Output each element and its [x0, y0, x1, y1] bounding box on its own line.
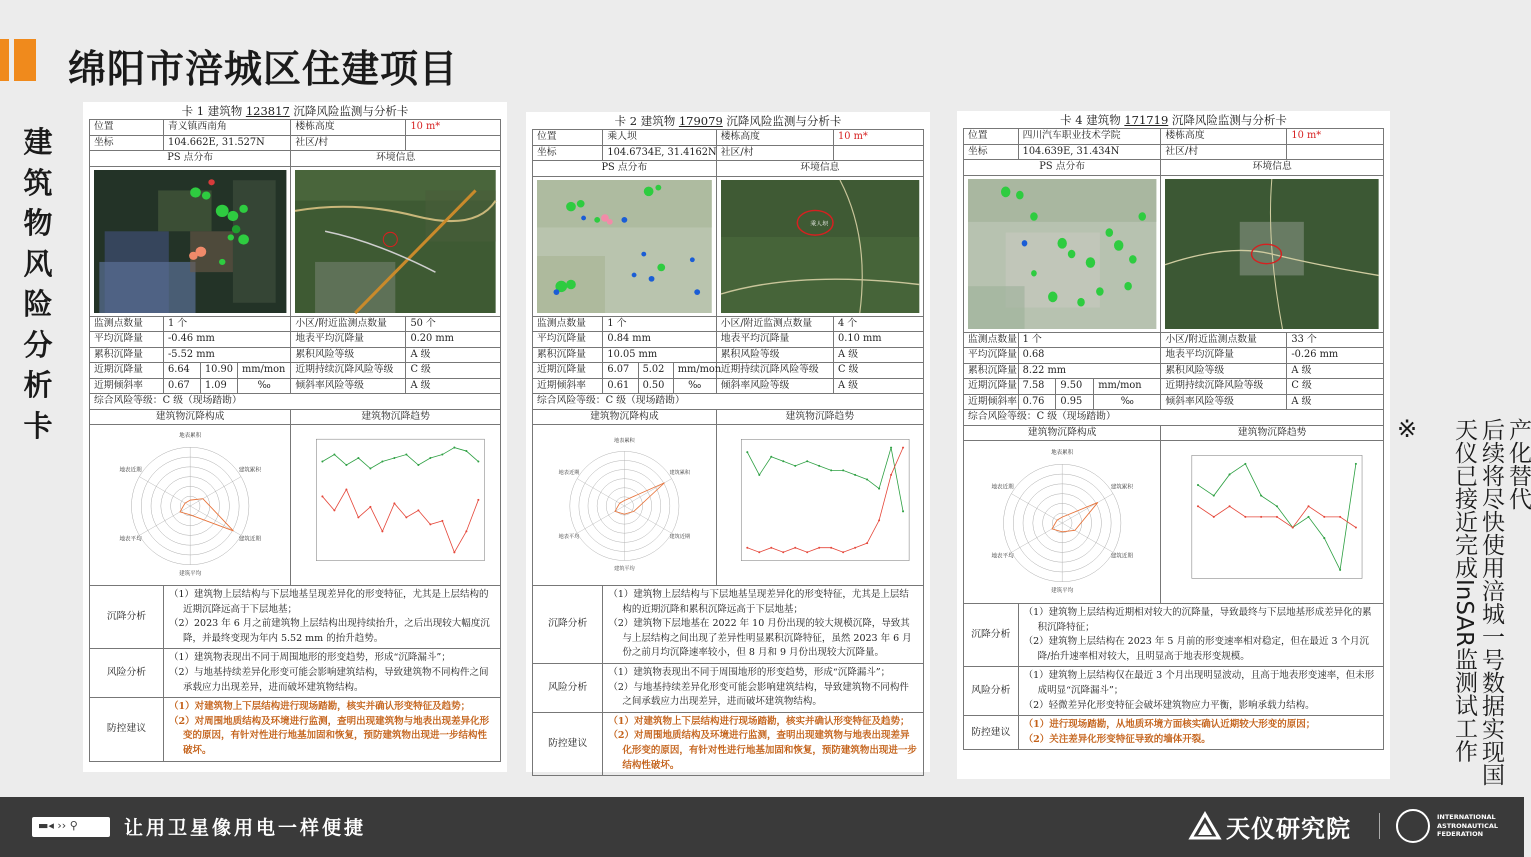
- trend-point: [370, 467, 372, 469]
- coord-label: 坐标: [964, 144, 1019, 160]
- recent-label: 近期沉降量: [90, 363, 164, 379]
- location-value: 青义镇西南角: [163, 120, 290, 136]
- cum-value: 10.05 mm: [603, 347, 716, 363]
- trend-point: [818, 465, 820, 467]
- side-title: 建筑物风险分析卡: [23, 125, 53, 443]
- points-label: 监测点数量: [533, 316, 603, 332]
- building-id: 123817: [245, 104, 290, 118]
- community-value: [406, 135, 501, 151]
- radar-axis-label: 建筑累积: [238, 467, 261, 474]
- trend-point: [1308, 516, 1310, 518]
- trend-point: [1213, 495, 1215, 497]
- avg-label: 平均沉降量: [964, 348, 1019, 364]
- trend-cell: [716, 425, 923, 586]
- near-points-label: 小区/附近监测点数量: [1161, 332, 1287, 348]
- ps-image-cell: [964, 175, 1161, 332]
- card-title: 卡 4 建筑物 171719 沉降风险监测与分析卡: [1060, 113, 1287, 127]
- trend-point: [382, 461, 384, 463]
- radar-spoke: [139, 506, 190, 535]
- cum-risk-label: 累积风险等级: [716, 347, 833, 363]
- near-points-value: 4 个: [834, 316, 924, 332]
- persist-risk-label: 近期持续沉降风险等级: [1161, 379, 1287, 395]
- tilt-unit: ‰: [237, 378, 290, 394]
- surf-avg-label: 地表平均沉降量: [1161, 348, 1287, 364]
- coord-value: 104.639E, 31.434N: [1018, 144, 1161, 160]
- trend-point: [346, 464, 348, 466]
- trend-point: [1276, 516, 1278, 518]
- persist-risk-value: C 级: [834, 363, 924, 379]
- cum-label: 累积沉降量: [533, 347, 603, 363]
- trend-point: [842, 551, 844, 553]
- env-header: 环境信息: [291, 151, 501, 167]
- settle-analysis-label: 沉降分析: [533, 586, 603, 664]
- trend-frame: [741, 439, 909, 560]
- trend-point: [1339, 569, 1341, 571]
- avg-label: 平均沉降量: [533, 332, 603, 348]
- avg-label: 平均沉降量: [90, 332, 164, 348]
- cum-label: 累积沉降量: [964, 363, 1019, 379]
- advice-label: 防控建议: [90, 698, 164, 761]
- trend-point: [794, 547, 796, 549]
- note-mark: ※: [1397, 415, 1418, 443]
- radar-axis-label: 地表平均: [558, 533, 580, 540]
- cum-risk-label: 累积风险等级: [291, 347, 406, 363]
- cum-risk-label: 累积风险等级: [1161, 363, 1287, 379]
- radar-spoke: [139, 477, 190, 506]
- trend-point: [1276, 505, 1278, 507]
- recent-value-b: 9.50: [1056, 379, 1094, 395]
- environment-satellite-image: [295, 170, 496, 313]
- note-line-1: 产化替代: [1505, 418, 1531, 510]
- radar-axis-label: 建筑平均: [614, 565, 635, 572]
- brand-logo-icon: [1190, 813, 1220, 839]
- risk-card-4: [957, 111, 1390, 779]
- location-label: 位置: [90, 120, 164, 136]
- ps-header: PS 点分布: [964, 160, 1161, 176]
- avg-value: 0.68: [1018, 348, 1161, 364]
- composition-header: 建筑物沉降构成: [964, 425, 1161, 441]
- radar-axis-label: 地表累积: [614, 437, 635, 444]
- tilt-value-a: 0.61: [603, 378, 638, 394]
- composition-header: 建筑物沉降构成: [533, 409, 717, 425]
- trend-point: [358, 516, 360, 518]
- coord-label: 坐标: [533, 145, 603, 161]
- radar-series: [615, 483, 665, 514]
- footer-bar: [0, 797, 1524, 857]
- recent-unit: mm/mon: [1094, 379, 1161, 395]
- radar-axis-label: 建筑平均: [1051, 587, 1074, 594]
- advice-text: （1）对建筑物上下层结构进行现场踏勘，核实并确认形变特征及趋势； （2）对周围地质结构及环境进行监测，查明出现建筑物与地表出现差异化形变的原因，有针对性进行地基加固和恢复，预防建筑物出现进一步结构性破坏。: [163, 698, 500, 761]
- tilt-value-a: 0.76: [1018, 394, 1056, 410]
- trend-header: 建筑物沉降趋势: [291, 409, 501, 425]
- trend-point: [818, 547, 820, 549]
- advice-label: 防控建议: [964, 716, 1019, 750]
- radar-axis-label: 建筑累积: [1110, 484, 1133, 491]
- height-label: 楼栋高度: [291, 120, 406, 136]
- height-label: 楼栋高度: [1161, 129, 1287, 145]
- radar-spoke: [577, 479, 624, 506]
- radar-cell: [533, 425, 717, 586]
- iaf-logo-icon: [1396, 809, 1430, 843]
- location-label: 位置: [533, 130, 603, 146]
- brand-separator: [1379, 813, 1380, 839]
- tilt-risk-value: A 级: [834, 378, 924, 394]
- radar-spoke: [1011, 523, 1062, 552]
- trend-point: [902, 510, 904, 512]
- trend-point: [902, 447, 904, 449]
- card-table: [963, 128, 1384, 750]
- trend-point: [770, 456, 772, 458]
- building-id: 171719: [1124, 113, 1169, 127]
- trend-point: [382, 530, 384, 532]
- trend-point: [758, 474, 760, 476]
- trend-series-line: [323, 489, 479, 552]
- footer-logo-text: ▬◂ ›› ⚲: [38, 819, 78, 832]
- settle-analysis-label: 沉降分析: [964, 604, 1019, 667]
- radar-spoke: [577, 506, 624, 533]
- overall-risk: 综合风险等级：C 级（现场踏勘）: [90, 394, 501, 410]
- trend-point: [746, 547, 748, 549]
- radar-chart: [535, 425, 714, 585]
- risk-analysis-label: 风险分析: [964, 667, 1019, 716]
- settle-analysis-text: （1）建筑物上层结构与下层地基呈现差异化的形变特征，尤其是上层结构的近期沉降和累积沉降远高于下层地基； （2）建筑物下层地基在 2022 年 10 月份出现的较大规模沉降，导致其与上层结构之间出现了差异性明显累积沉降特征，虽然 2023 年 6 月份之前月均沉降速率较小，但 8 月和 9 月份出现较大沉降量。: [603, 586, 924, 664]
- radar-axis-label: 建筑近期: [1110, 553, 1133, 560]
- surf-avg-label: 地表平均沉降量: [291, 332, 406, 348]
- trend-point: [770, 547, 772, 549]
- recent-label: 近期沉降量: [964, 379, 1019, 395]
- trend-point: [806, 551, 808, 553]
- environment-satellite-image: [721, 180, 919, 313]
- trend-point: [830, 547, 832, 549]
- surf-avg-label: 地表平均沉降量: [716, 332, 833, 348]
- ps-header: PS 点分布: [533, 161, 717, 177]
- radar-axis-label: 地表近期: [119, 467, 142, 474]
- recent-value-b: 10.90: [200, 363, 237, 379]
- risk-analysis-label: 风险分析: [533, 663, 603, 712]
- location-value: 四川汽车职业技术学院: [1018, 129, 1161, 145]
- tilt-unit: ‰: [673, 378, 716, 394]
- location-value: 乘人坝: [603, 130, 716, 146]
- tilt-value-a: 0.67: [163, 378, 200, 394]
- near-points-value: 50 个: [406, 316, 501, 332]
- trend-point: [1355, 463, 1357, 465]
- trend-point: [454, 551, 456, 553]
- trend-point: [418, 464, 420, 466]
- location-label: 位置: [964, 129, 1019, 145]
- points-value: 1 个: [1018, 332, 1161, 348]
- trend-point: [854, 474, 856, 476]
- building-id: 179079: [678, 114, 723, 128]
- persist-risk-label: 近期持续沉降风险等级: [291, 363, 406, 379]
- trend-chart: [1163, 441, 1381, 603]
- trend-point: [334, 509, 336, 511]
- radar-axis-label: 建筑累积: [669, 469, 691, 476]
- trend-point: [370, 506, 372, 508]
- near-points-value: 33 个: [1287, 332, 1384, 348]
- recent-label: 近期沉降量: [533, 363, 603, 379]
- tilt-risk-label: 倾斜率风险等级: [716, 378, 833, 394]
- trend-point: [746, 451, 748, 453]
- card-title: 卡 2 建筑物 179079 沉降风险监测与分析卡: [614, 114, 842, 128]
- trend-point: [1197, 484, 1199, 486]
- env-image-cell: [1161, 175, 1384, 332]
- recent-value-a: 6.64: [163, 363, 200, 379]
- card-title: 卡 1 建筑物 123817 沉降风险监测与分析卡: [181, 104, 409, 118]
- tilt-value-b: 1.09: [200, 378, 237, 394]
- community-value: [834, 145, 924, 161]
- radar-chart: [92, 425, 288, 585]
- height-label: 楼栋高度: [716, 130, 833, 146]
- points-value: 1 个: [603, 316, 716, 332]
- trend-cell: [291, 425, 501, 586]
- trend-point: [466, 450, 468, 452]
- trend-point: [1355, 526, 1357, 528]
- community-value: [1287, 144, 1384, 160]
- near-points-label: 小区/附近监测点数量: [291, 316, 406, 332]
- env-image-cell: [291, 166, 501, 316]
- trend-point: [418, 509, 420, 511]
- title-accent-bar: [0, 39, 9, 81]
- recent-unit: mm/mon: [237, 363, 290, 379]
- tilt-risk-label: 倾斜率风险等级: [1161, 394, 1287, 410]
- trend-point: [890, 447, 892, 449]
- trend-point: [1229, 473, 1231, 475]
- radar-spoke: [624, 506, 671, 533]
- coord-value: 104.6734E, 31.4162N: [603, 145, 716, 161]
- trend-point: [394, 502, 396, 504]
- recent-unit: mm/mon: [673, 363, 716, 379]
- trend-point: [1324, 516, 1326, 518]
- radar-spoke: [190, 477, 241, 506]
- brand-name: 天仪研究院: [1226, 814, 1351, 843]
- card-table: [89, 119, 501, 762]
- brand: [1190, 810, 1351, 842]
- cum-label: 累积沉降量: [90, 347, 164, 363]
- ps-distribution-image: [94, 170, 286, 313]
- trend-point: [1324, 537, 1326, 539]
- iaf-text: INTERNATIONAL ASTRONAUTICAL FEDERATION: [1437, 813, 1499, 838]
- points-label: 监测点数量: [90, 316, 164, 332]
- cum-value: -5.52 mm: [163, 347, 290, 363]
- trend-point: [358, 457, 360, 459]
- cum-risk-value: A 级: [834, 347, 924, 363]
- points-value: 1 个: [163, 316, 290, 332]
- trend-point: [1245, 463, 1247, 465]
- radar-cell: [964, 441, 1161, 604]
- trend-point: [866, 478, 868, 480]
- trend-point: [1260, 516, 1262, 518]
- trend-point: [842, 469, 844, 471]
- trend-point: [854, 547, 856, 549]
- trend-point: [1260, 495, 1262, 497]
- risk-analysis-text: （1）建筑物表现出不同于周围地形的形变趋势，形成“沉降漏斗”； （2）与地基持续差异化形变可能会影响建筑结构，导致建筑物不同构件之间承载应力出现差异，进而破坏建筑物结构。: [163, 649, 500, 698]
- height-value: 10 m*: [406, 120, 501, 136]
- trend-point: [806, 460, 808, 462]
- trend-point: [1213, 516, 1215, 518]
- trend-point: [878, 519, 880, 521]
- surf-avg-value: 0.20 mm: [406, 332, 501, 348]
- radar-axis-label: 地表近期: [991, 484, 1014, 491]
- radar-axis-label: 建筑平均: [179, 570, 202, 577]
- trend-point: [334, 454, 336, 456]
- risk-analysis-text: （1）建筑物表现出不同于周围地形的形变趋势，形成“沉降漏斗”； （2）与地基持续差异化形变可能会影响建筑结构，导致建筑物不同构件之间承载应力出现差异，进而破坏建筑物结构。: [603, 663, 924, 712]
- trend-point: [782, 460, 784, 462]
- avg-value: -0.46 mm: [163, 332, 290, 348]
- radar-spoke: [1062, 523, 1113, 552]
- community-label: 社区/村: [291, 135, 406, 151]
- advice-text: （1）对建筑物上下层结构进行现场踏勘，核实并确认形变特征及趋势； （2）对周围地质结构及环境进行监测，查明出现建筑物与地表出现差异化形变的原因，有针对性进行地基加固和恢复，预防建筑物出现进一步结构性破坏。: [603, 712, 924, 775]
- trend-series-line: [747, 448, 903, 553]
- trend-point: [466, 530, 468, 532]
- env-header: 环境信息: [716, 161, 923, 177]
- persist-risk-value: C 级: [1287, 379, 1384, 395]
- radar-axis-label: 建筑近期: [669, 533, 691, 540]
- trend-point: [830, 469, 832, 471]
- radar-axis-label: 地表平均: [991, 553, 1014, 560]
- radar-axis-label: 地表近期: [558, 469, 580, 476]
- coord-label: 坐标: [90, 135, 164, 151]
- surf-avg-value: -0.26 mm: [1287, 348, 1384, 364]
- trend-point: [442, 520, 444, 522]
- trend-chart: [719, 425, 921, 585]
- radar-axis-label: 地表累积: [179, 433, 202, 440]
- env-place-label: 乘人坝: [809, 221, 828, 228]
- cum-risk-value: A 级: [1287, 363, 1384, 379]
- coord-value: 104.662E, 31.527N: [163, 135, 290, 151]
- ps-image-cell: [90, 166, 291, 316]
- trend-point: [406, 516, 408, 518]
- settle-analysis-text: （1）建筑物上层结构与下层地基呈现差异化的形变特征，尤其是上层结构的近期沉降远高于下层地基； （2）2023 年 6 月之前建筑物上层结构出现持续抬升，之后出现较大幅度沉降，并最终变现为年内 5.52 mm 的抬升趋势。: [163, 586, 500, 649]
- trend-point: [406, 454, 408, 456]
- trend-point: [878, 488, 880, 490]
- trend-point: [430, 457, 432, 459]
- tilt-label: 近期倾斜率: [90, 378, 164, 394]
- recent-value-a: 7.58: [1018, 379, 1056, 395]
- tilt-label: 近期倾斜率: [533, 378, 603, 394]
- trend-header: 建筑物沉降趋势: [716, 409, 923, 425]
- trend-point: [478, 461, 480, 463]
- trend-chart: [293, 425, 498, 585]
- height-value: 10 m*: [1287, 129, 1384, 145]
- community-label: 社区/村: [1161, 144, 1287, 160]
- cum-value: 8.22 mm: [1018, 363, 1161, 379]
- env-image-cell: [716, 176, 923, 316]
- tilt-value-b: 0.95: [1056, 394, 1094, 410]
- tilt-risk-value: A 级: [406, 378, 501, 394]
- trend-frame: [317, 439, 485, 561]
- tilt-unit: ‰: [1094, 394, 1161, 410]
- trend-point: [430, 523, 432, 525]
- trend-header: 建筑物沉降趋势: [1161, 425, 1384, 441]
- recent-value-a: 6.07: [603, 363, 638, 379]
- trend-point: [1245, 516, 1247, 518]
- card-table: [532, 129, 924, 776]
- trend-point: [394, 457, 396, 459]
- persist-risk-label: 近期持续沉降风险等级: [716, 363, 833, 379]
- radar-axis-label: 地表平均: [119, 536, 142, 543]
- satellite-logo-icon: [32, 817, 110, 837]
- radar-chart: [966, 441, 1158, 603]
- overall-risk: 综合风险等级：C 级（现场踏勘）: [533, 394, 924, 410]
- slide-title: 绵阳市涪城区住建项目: [68, 47, 459, 91]
- trend-point: [322, 495, 324, 497]
- community-label: 社区/村: [716, 145, 833, 161]
- settle-analysis-label: 沉降分析: [90, 586, 164, 649]
- tilt-risk-label: 倾斜率风险等级: [291, 378, 406, 394]
- ps-header: PS 点分布: [90, 151, 291, 167]
- trend-point: [1229, 505, 1231, 507]
- trend-point: [454, 447, 456, 449]
- env-header: 环境信息: [1161, 160, 1384, 176]
- trend-point: [442, 454, 444, 456]
- advice-text: （1）进行现场踏勘，从地质环境方面核实确认近期较大形变的原因； （2）关注差异化形变特征导致的墙体开裂。: [1018, 716, 1383, 750]
- trend-point: [890, 474, 892, 476]
- radar-spoke: [1062, 494, 1113, 523]
- note-line-3: 天仪已接近完成InSAR监测试工作: [1451, 418, 1477, 763]
- trend-point: [866, 542, 868, 544]
- points-label: 监测点数量: [964, 332, 1019, 348]
- risk-card-1: [83, 102, 507, 772]
- trend-point: [1197, 505, 1199, 507]
- persist-risk-value: C 级: [406, 363, 501, 379]
- trend-point: [794, 465, 796, 467]
- tilt-value-b: 0.50: [638, 378, 673, 394]
- title-accent-bar-2: [14, 39, 36, 81]
- trend-point: [758, 551, 760, 553]
- cum-risk-value: A 级: [406, 347, 501, 363]
- recent-value-b: 5.02: [638, 363, 673, 379]
- ps-distribution-image: [968, 179, 1156, 329]
- composition-header: 建筑物沉降构成: [90, 409, 291, 425]
- trend-point: [1308, 505, 1310, 507]
- ps-image-cell: [533, 176, 717, 316]
- trend-point: [346, 488, 348, 490]
- trend-point: [1339, 516, 1341, 518]
- advice-label: 防控建议: [533, 712, 603, 775]
- footer-slogan: 让用卫星像用电一样便捷: [124, 817, 367, 839]
- environment-satellite-image: [1165, 179, 1379, 329]
- radar-spoke: [1011, 494, 1062, 523]
- surf-avg-value: 0.10 mm: [834, 332, 924, 348]
- trend-point: [322, 461, 324, 463]
- height-value: 10 m*: [834, 130, 924, 146]
- trend-point: [782, 551, 784, 553]
- ps-distribution-image: [537, 180, 712, 313]
- avg-value: 0.84 mm: [603, 332, 716, 348]
- tilt-label: 近期倾斜率: [964, 394, 1019, 410]
- radar-axis-label: 建筑近期: [238, 536, 261, 543]
- risk-analysis-text: （1）建筑物上层结构仅在最近 3 个月出现明显波动，且高于地表形变速率，但未形成明显“沉降漏斗”； （2）轻微差异化形变特征会破坏建筑物应力平衡，影响承载力结构。: [1018, 667, 1383, 716]
- radar-axis-label: 地表累积: [1051, 450, 1074, 457]
- trend-point: [1292, 526, 1294, 528]
- trend-cell: [1161, 441, 1384, 604]
- trend-point: [478, 499, 480, 501]
- overall-risk: 综合风险等级：C 级（现场踏勘）: [964, 410, 1384, 426]
- note-line-2: 后续将尽快使用涪城一号数据实现国: [1478, 418, 1504, 786]
- risk-card-2: [526, 112, 930, 772]
- near-points-label: 小区/附近监测点数量: [716, 316, 833, 332]
- radar-cell: [90, 425, 291, 586]
- settle-analysis-text: （1）建筑物上层结构近期相对较大的沉降量，导致最终与下层地基形成差异化的累积沉降特征； （2）建筑物上层结构在 2023 年 5 月前的形变速率相对稳定，但在最近 3 个月沉降/抬升速率相对较大，且明显高于地表形变规模。: [1018, 604, 1383, 667]
- tilt-risk-value: A 级: [1287, 394, 1384, 410]
- risk-analysis-label: 风险分析: [90, 649, 164, 698]
